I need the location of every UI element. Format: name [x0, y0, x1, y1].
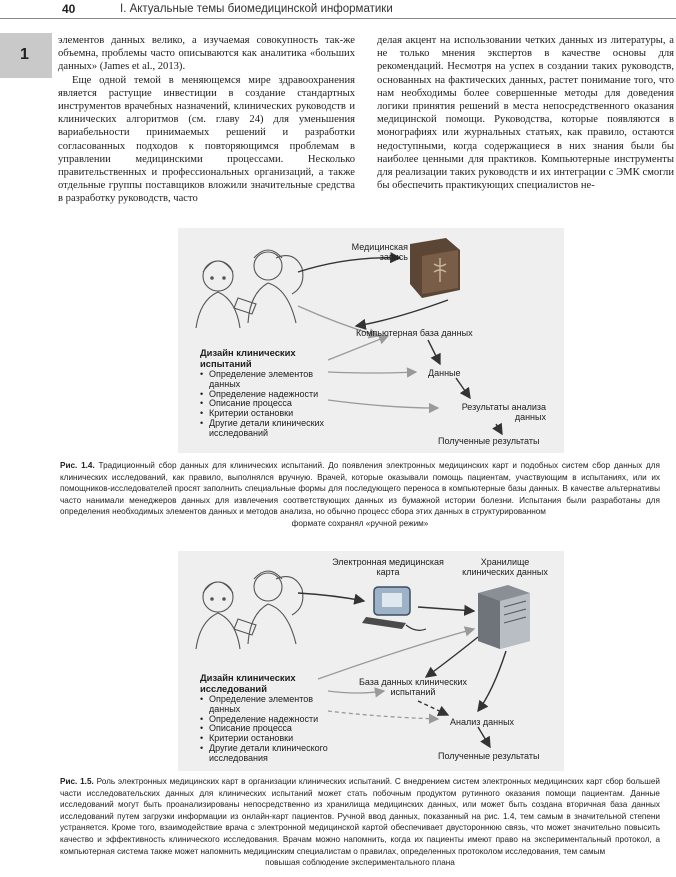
- paragraph: Еще одной темой в меняющемся мире здравоохранения является растущие инвестиции в создание стандартных инструментов врачебных назначений, клинических руководств и клинических алгоритмов (см. главу 24) для уменьшения вариабельности принимаемых решений и разработки согласованных подходов к повторяющимся проблемам в управлении медицинскими процессами. Несколько правительственных и профессиональных организаций, а также отдельные группы поставщиков вложили значительные средства в разработку руководств, часто: [58, 74, 355, 205]
- design-item: • Определение надежности: [200, 715, 340, 725]
- arrow-design-to-warehouse: [318, 629, 474, 679]
- right-column: [377, 34, 674, 192]
- page-number: 40: [62, 2, 76, 16]
- header-rule: [0, 18, 676, 19]
- caption-label: Рис. 1.5.: [60, 777, 94, 786]
- arrow-warehouse-to-analysis: [478, 651, 506, 711]
- label-data: Данные: [428, 368, 461, 378]
- caption-text: Роль электронных медицинских карт в организации клинических испытаний. С внедрением систем электронных медицинских карт сбор большей части исследовательских данных для клинических испытаний может стать побочным продуктом рутинного оказания помощи пациентам. Данные исследований могут быть проанализированы непосредственно из хранилища медицинских данных, или может быть создана вторичная база данных исследований путем загрузки информации из онлайн-карт пациентов. Ручной ввод данных, показанный на рис. 1.4, тем самым в значительной степени устраняется. Кроме того, взаимодействие врача с электронной медицинской картой обеспечивает двустороннюю связь, что может значительно повысить качество и эффективность клинического исследования. Врачам можно напомнить, когда их пациенты имеют право на экспериментальный протокол, а компьютерная система также может напомнить медицинским специалистам о правилах, определенных протоколом исследования, тем самым: [60, 777, 660, 856]
- design-item: • Описание процесса: [200, 399, 330, 409]
- arrow-analysis-to-results: [496, 424, 502, 434]
- design-item: • Описание процесса: [200, 724, 340, 734]
- arrow-design-to-db: [328, 336, 388, 360]
- paragraph: элементов данных велико, а изучаемая совокупность так-же объемна, проблемы часто описываются как аналитика «больших данных» (James et al., 2013).: [58, 35, 355, 73]
- arrow-emr-to-warehouse: [418, 607, 474, 611]
- chapter-tab: [0, 33, 52, 78]
- design-item: • Определение надежности: [200, 390, 330, 400]
- patient-doctor-sketch: [196, 571, 303, 649]
- design-list: [200, 370, 330, 439]
- medical-record-book-icon: [410, 238, 460, 298]
- chapter-number: 1: [20, 46, 29, 63]
- figure-1-5-caption: [60, 776, 660, 869]
- label-obtained-results: Полученные результаты: [438, 436, 540, 446]
- figure-1-4-caption: [60, 460, 660, 530]
- label-obtained-results: Полученные результаты: [438, 751, 540, 761]
- arrow-record-to-db: [356, 300, 448, 326]
- server-icon: [478, 585, 530, 649]
- arrow-trialdb-to-analysis: [418, 701, 448, 715]
- arrow-design-to-analysis: [328, 711, 438, 719]
- caption-last-line: формате сохранял «ручной режим»: [291, 518, 429, 528]
- design-item: • Критерии остановки: [200, 409, 330, 419]
- arrow-design-to-results: [328, 400, 438, 408]
- arrow-warehouse-to-trialdb: [426, 637, 478, 677]
- running-title: I. Актуальные темы биомедицинской информатики: [120, 3, 393, 15]
- design-item: • Определение элементов данных: [200, 370, 330, 390]
- design-list: [200, 695, 340, 764]
- label-analysis: Анализ данных: [450, 717, 515, 727]
- label-trial-db: База данных клинических испытаний: [358, 677, 468, 697]
- left-column: [58, 34, 355, 206]
- caption-last-line: повышая соблюдение экспериментального плана: [265, 858, 455, 868]
- design-item: • Определение элементов данных: [200, 695, 340, 715]
- design-item: • Критерии остановки: [200, 734, 340, 744]
- arrow-to-emr: [298, 593, 364, 601]
- design-item: • Другие детали клинических исследований: [200, 419, 330, 439]
- label-warehouse: Хранилище клинических данных: [462, 557, 548, 577]
- patient-doctor-sketch: [196, 250, 303, 328]
- label-computer-database: Компьютерная база данных: [356, 328, 473, 338]
- caption-label: Рис. 1.4.: [60, 461, 95, 470]
- arrow-design-to-data: [328, 372, 416, 373]
- paragraph: делая акцент на использовании четких данных из литературы, а не только мнения экспертов в качестве основы для рекомендаций. Несмотря на успех в создании таких руководств, основанных на фактических данных, растет понимание того, что нам необходимы более совершенные методы для доведения логики принятия решений в места непосредственного оказания медицинской помощи. Руководства, которые появляются в монографиях или журнальных статьях, как правило, остаются недоступными, когда содержащиеся в них знания были бы наиболее ценными для практиков. Компьютерные инструменты для реализации таких руководств и их интеграции с ЭМК смогли бы обеспечить практикующих специалистов не-: [377, 35, 674, 192]
- figure-1-5: [178, 551, 564, 771]
- design-title: Дизайн клинических исследований: [200, 672, 296, 694]
- design-item: • Другие детали клинического исследования: [200, 744, 340, 764]
- figure-1-4: [178, 228, 564, 453]
- arrow-db-to-data: [428, 340, 440, 364]
- arrow-analysis-to-results: [478, 727, 490, 747]
- label-emr: Электронная медицинская карта: [332, 557, 444, 577]
- label-medical-record: Медицинская запись: [351, 242, 408, 262]
- caption-text: Традиционный сбор данных для клинических испытаний. До появления электронных медицинских карт и подобных систем сбор данных для клинических исследований, как правило, выполнялся вручную. Врачей, которые оказывали помощь пациентам, участвующим в испытаниях, или их помощников-исследователей просят заполнить специальные формы для последующего переноса в компьютерные базы данных. В качестве альтернативы часто нанимали менеджеров данных для извлечения соответствующих данных из бумажной истории болезни. Испытания были разработаны для определения необходимых элементов данных и методов анализа, но обычно процесс сбора этих данных в структурированном: [60, 461, 660, 517]
- label-results-analysis: Результаты анализа данных: [461, 402, 546, 422]
- arrow-data-to-analysis: [456, 378, 470, 398]
- emr-device-icon: [362, 587, 426, 630]
- design-title: Дизайн клинических испытаний: [200, 347, 296, 369]
